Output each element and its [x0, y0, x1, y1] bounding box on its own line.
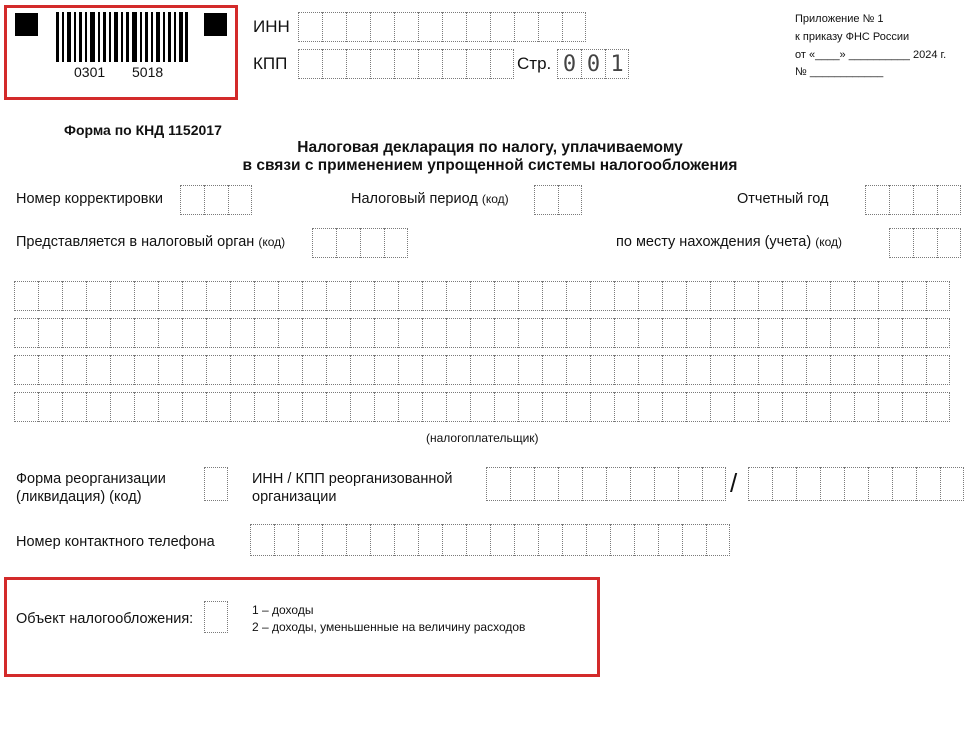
- taxpayer-name-cell[interactable]: [878, 281, 902, 311]
- taxpayer-name-cell[interactable]: [830, 355, 854, 385]
- taxpayer-name-cell[interactable]: [422, 392, 446, 422]
- taxpayer-name-cell[interactable]: [158, 281, 182, 311]
- taxpayer-name-cell[interactable]: [590, 281, 614, 311]
- taxpayer-name-cell[interactable]: [230, 392, 254, 422]
- taxpayer-name-cell[interactable]: [734, 355, 758, 385]
- taxpayer-name-cell[interactable]: [638, 392, 662, 422]
- taxpayer-name-cell[interactable]: [182, 318, 206, 348]
- taxpayer-name-cell[interactable]: [614, 281, 638, 311]
- taxpayer-name-row[interactable]: [14, 281, 950, 311]
- location-label: [616, 233, 842, 251]
- taxpayer-name-cell[interactable]: [398, 281, 422, 311]
- taxpayer-name-cell[interactable]: [38, 355, 62, 385]
- taxpayer-name-cell[interactable]: [902, 281, 926, 311]
- taxpayer-name-cell[interactable]: [926, 355, 950, 385]
- taxpayer-name-cell[interactable]: [62, 281, 86, 311]
- kpp-input[interactable]: [298, 49, 514, 79]
- taxpayer-name-cell[interactable]: [614, 392, 638, 422]
- tax-authority-code-hint: (код): [258, 235, 286, 249]
- taxpayer-name-cell[interactable]: [782, 392, 806, 422]
- taxpayer-name-cell[interactable]: [158, 392, 182, 422]
- taxpayer-name-cell[interactable]: [830, 392, 854, 422]
- taxpayer-name-row[interactable]: [14, 355, 950, 385]
- reorg-inn-label-1: ИНН / КПП реорганизованной: [252, 471, 453, 487]
- taxpayer-name-cell[interactable]: [110, 355, 134, 385]
- taxpayer-name-cell[interactable]: [854, 281, 878, 311]
- tax-period-code-hint: (код): [481, 192, 509, 206]
- reorg-form-label-1: Форма реорганизации: [16, 471, 166, 487]
- taxpayer-name-cell[interactable]: [86, 392, 110, 422]
- taxpayer-name-cell[interactable]: [14, 392, 38, 422]
- taxpayer-name-cell[interactable]: [878, 318, 902, 348]
- taxpayer-name-cell[interactable]: [926, 318, 950, 348]
- taxpayer-name-cell[interactable]: [662, 318, 686, 348]
- taxpayer-name-cell[interactable]: [926, 281, 950, 311]
- taxpayer-name-cell[interactable]: [86, 281, 110, 311]
- taxpayer-name-cell[interactable]: [374, 318, 398, 348]
- tax-period-input[interactable]: [534, 185, 582, 215]
- taxpayer-name-cell[interactable]: [758, 318, 782, 348]
- taxpayer-name-cell[interactable]: [230, 318, 254, 348]
- taxpayer-name-cell[interactable]: [134, 355, 158, 385]
- taxpayer-name-cell[interactable]: [110, 281, 134, 311]
- taxpayer-name-cell[interactable]: [398, 355, 422, 385]
- taxpayer-name-cell[interactable]: [254, 392, 278, 422]
- phone-input[interactable]: [250, 524, 730, 556]
- taxpayer-name-cell[interactable]: [182, 392, 206, 422]
- taxpayer-name-cell[interactable]: [686, 392, 710, 422]
- taxpayer-name-cell[interactable]: [62, 318, 86, 348]
- taxpayer-name-cell[interactable]: [518, 392, 542, 422]
- taxpayer-name-cell[interactable]: [902, 392, 926, 422]
- taxpayer-name-cell[interactable]: [62, 355, 86, 385]
- taxpayer-name-cell[interactable]: [446, 392, 470, 422]
- taxpayer-name-cell[interactable]: [254, 318, 278, 348]
- taxpayer-name-cell[interactable]: [638, 281, 662, 311]
- taxpayer-name-cell[interactable]: [206, 281, 230, 311]
- taxpayer-name-cell[interactable]: [110, 392, 134, 422]
- taxpayer-name-cell[interactable]: [446, 355, 470, 385]
- page-digit: 0: [557, 49, 581, 79]
- taxpayer-name-cell[interactable]: [302, 318, 326, 348]
- taxpayer-name-cell[interactable]: [566, 281, 590, 311]
- taxpayer-name-cell[interactable]: [686, 281, 710, 311]
- taxpayer-name-cell[interactable]: [854, 355, 878, 385]
- taxpayer-name-cell[interactable]: [254, 281, 278, 311]
- taxpayer-name-cell[interactable]: [470, 392, 494, 422]
- tax-object-option-1: 1 – доходы: [252, 603, 314, 617]
- location-text: по месту нахождения (учета): [616, 234, 812, 250]
- taxpayer-name-cell[interactable]: [590, 392, 614, 422]
- taxpayer-name-row[interactable]: [14, 392, 950, 422]
- taxpayer-caption: (налогоплательщик): [426, 431, 539, 445]
- taxpayer-name-cell[interactable]: [518, 318, 542, 348]
- taxpayer-name-cell[interactable]: [302, 355, 326, 385]
- taxpayer-name-cell[interactable]: [686, 318, 710, 348]
- taxpayer-name-cell[interactable]: [230, 355, 254, 385]
- page-digit: 1: [605, 49, 629, 79]
- taxpayer-name-cell[interactable]: [470, 281, 494, 311]
- appendix-line-4: № ____________: [795, 66, 884, 78]
- taxpayer-name-cell[interactable]: [710, 318, 734, 348]
- page-label: Стр.: [517, 54, 552, 73]
- taxpayer-name-cell[interactable]: [278, 318, 302, 348]
- taxpayer-name-cell[interactable]: [134, 318, 158, 348]
- taxpayer-name-cell[interactable]: [254, 355, 278, 385]
- taxpayer-name-cell[interactable]: [782, 318, 806, 348]
- inn-kpp-separator: /: [730, 468, 738, 498]
- taxpayer-name-cell[interactable]: [350, 281, 374, 311]
- taxpayer-name-cell[interactable]: [470, 318, 494, 348]
- reorg-inn-input[interactable]: [486, 467, 726, 501]
- taxpayer-name-cell[interactable]: [494, 281, 518, 311]
- taxpayer-name-cell[interactable]: [398, 392, 422, 422]
- taxpayer-name-cell[interactable]: [206, 355, 230, 385]
- taxpayer-name-cell[interactable]: [542, 318, 566, 348]
- taxpayer-name-cell[interactable]: [326, 281, 350, 311]
- taxpayer-name-cell[interactable]: [782, 281, 806, 311]
- taxpayer-name-cell[interactable]: [854, 392, 878, 422]
- taxpayer-name-cell[interactable]: [734, 318, 758, 348]
- taxpayer-name-cell[interactable]: [374, 392, 398, 422]
- taxpayer-name-cell[interactable]: [374, 355, 398, 385]
- taxpayer-name-cell[interactable]: [758, 392, 782, 422]
- taxpayer-name-cell[interactable]: [854, 318, 878, 348]
- taxpayer-name-cell[interactable]: [566, 392, 590, 422]
- taxpayer-name-cell[interactable]: [494, 392, 518, 422]
- taxpayer-name-cell[interactable]: [806, 392, 830, 422]
- taxpayer-name-cell[interactable]: [14, 318, 38, 348]
- taxpayer-name-cell[interactable]: [662, 392, 686, 422]
- taxpayer-name-cell[interactable]: [422, 355, 446, 385]
- taxpayer-name-cell[interactable]: [878, 355, 902, 385]
- taxpayer-name-cell[interactable]: [542, 355, 566, 385]
- document-title-line-2: в связи с применением упрощенной системы налогообложения: [242, 157, 738, 174]
- taxpayer-name-cell[interactable]: [14, 355, 38, 385]
- taxpayer-name-cell[interactable]: [182, 355, 206, 385]
- taxpayer-name-cell[interactable]: [278, 355, 302, 385]
- taxpayer-name-cell[interactable]: [878, 392, 902, 422]
- taxpayer-name-cell[interactable]: [590, 355, 614, 385]
- reorg-form-input[interactable]: [204, 467, 228, 501]
- taxpayer-name-cell[interactable]: [38, 318, 62, 348]
- taxpayer-name-cell[interactable]: [302, 281, 326, 311]
- taxpayer-name-cell[interactable]: [902, 355, 926, 385]
- appendix-line-3: от «____» __________ 2024 г.: [795, 49, 947, 61]
- taxpayer-name-row[interactable]: [14, 318, 950, 348]
- tax-object-input[interactable]: [204, 601, 228, 633]
- taxpayer-name-cell[interactable]: [758, 355, 782, 385]
- taxpayer-name-cell[interactable]: [158, 318, 182, 348]
- reorg-form-label-2: (ликвидация) (код): [16, 489, 142, 505]
- tax-period-text: Налоговый период: [351, 191, 478, 207]
- taxpayer-name-cell[interactable]: [542, 392, 566, 422]
- taxpayer-name-cell[interactable]: [62, 392, 86, 422]
- correction-number-label: Номер корректировки: [16, 191, 163, 207]
- document-title-line-1: Налоговая декларация по налогу, уплачиваемому: [297, 139, 683, 156]
- taxpayer-name-cell[interactable]: [158, 355, 182, 385]
- taxpayer-name-cell[interactable]: [278, 392, 302, 422]
- taxpayer-name-cell[interactable]: [422, 318, 446, 348]
- taxpayer-name-cell[interactable]: [350, 392, 374, 422]
- corner-marker-left: [15, 13, 38, 36]
- taxpayer-name-cell[interactable]: [326, 355, 350, 385]
- taxpayer-name-cell[interactable]: [14, 281, 38, 311]
- taxpayer-name-cell[interactable]: [350, 355, 374, 385]
- taxpayer-name-cell[interactable]: [38, 281, 62, 311]
- tax-period-label: [351, 190, 509, 208]
- taxpayer-name-cell[interactable]: [422, 281, 446, 311]
- taxpayer-name-cell[interactable]: [86, 318, 110, 348]
- appendix-line-2: к приказу ФНС России: [795, 31, 910, 43]
- tax-object-option-2: 2 – доходы, уменьшенные на величину расходов: [252, 620, 526, 634]
- taxpayer-name-cell[interactable]: [566, 355, 590, 385]
- location-code-hint: (код): [815, 235, 842, 249]
- taxpayer-name-cell[interactable]: [638, 355, 662, 385]
- taxpayer-name-cell[interactable]: [134, 392, 158, 422]
- reorg-inn-label-2: организации: [252, 489, 337, 505]
- taxpayer-name-cell[interactable]: [710, 392, 734, 422]
- taxpayer-name-cell[interactable]: [38, 392, 62, 422]
- appendix-line-1: Приложение № 1: [795, 13, 884, 25]
- taxpayer-name-cell[interactable]: [206, 318, 230, 348]
- taxpayer-name-cell[interactable]: [734, 281, 758, 311]
- taxpayer-name-cell[interactable]: [374, 281, 398, 311]
- taxpayer-name-cell[interactable]: [494, 318, 518, 348]
- taxpayer-name-cell[interactable]: [326, 318, 350, 348]
- taxpayer-name-cell[interactable]: [590, 318, 614, 348]
- corner-marker-right: [204, 13, 227, 36]
- taxpayer-name-cell[interactable]: [758, 281, 782, 311]
- taxpayer-name-cell[interactable]: [494, 355, 518, 385]
- taxpayer-name-cell[interactable]: [518, 355, 542, 385]
- taxpayer-name-cell[interactable]: [710, 355, 734, 385]
- taxpayer-name-cell[interactable]: [830, 318, 854, 348]
- taxpayer-name-cell[interactable]: [206, 392, 230, 422]
- taxpayer-name-cell[interactable]: [806, 281, 830, 311]
- taxpayer-name-cell[interactable]: [230, 281, 254, 311]
- taxpayer-name-cell[interactable]: [134, 281, 158, 311]
- report-year-input[interactable]: [865, 185, 961, 215]
- tax-authority-label: [16, 233, 285, 251]
- taxpayer-name-cell[interactable]: [542, 281, 566, 311]
- phone-label: Номер контактного телефона: [16, 534, 215, 550]
- inn-label: ИНН: [253, 17, 290, 36]
- taxpayer-name-cell[interactable]: [662, 355, 686, 385]
- taxpayer-name-cell[interactable]: [806, 318, 830, 348]
- taxpayer-name-cell[interactable]: [326, 392, 350, 422]
- reorg-kpp-input[interactable]: [748, 467, 964, 501]
- taxpayer-name-cell[interactable]: [302, 392, 326, 422]
- page-digit: 0: [581, 49, 605, 79]
- kpp-label: КПП: [253, 54, 288, 73]
- taxpayer-name-cell[interactable]: [470, 355, 494, 385]
- taxpayer-name-cell[interactable]: [86, 355, 110, 385]
- taxpayer-name-cell[interactable]: [182, 281, 206, 311]
- taxpayer-name-cell[interactable]: [782, 355, 806, 385]
- tax-authority-text: Представляется в налоговый орган: [16, 234, 255, 250]
- taxpayer-name-cell[interactable]: [902, 318, 926, 348]
- page-number-field: [557, 49, 629, 79]
- taxpayer-name-cell[interactable]: [446, 281, 470, 311]
- barcode: [56, 12, 188, 62]
- location-input[interactable]: [889, 228, 961, 258]
- taxpayer-name-cell[interactable]: [686, 355, 710, 385]
- taxpayer-name-cell[interactable]: [926, 392, 950, 422]
- report-year-label: Отчетный год: [737, 191, 829, 207]
- taxpayer-name-cell[interactable]: [446, 318, 470, 348]
- taxpayer-name-cell[interactable]: [710, 281, 734, 311]
- inn-input[interactable]: [298, 12, 586, 42]
- taxpayer-name-cell[interactable]: [278, 281, 302, 311]
- taxpayer-name-cell[interactable]: [518, 281, 542, 311]
- taxpayer-name-cell[interactable]: [830, 281, 854, 311]
- correction-number-input[interactable]: [180, 185, 252, 215]
- barcode-number-right: 5018: [132, 64, 164, 80]
- taxpayer-name-cell[interactable]: [806, 355, 830, 385]
- taxpayer-name-cell[interactable]: [110, 318, 134, 348]
- tax-object-label: Объект налогообложения:: [16, 611, 194, 627]
- tax-authority-input[interactable]: [312, 228, 408, 258]
- barcode-number-left: 0301: [74, 64, 106, 80]
- taxpayer-name-cell[interactable]: [734, 392, 758, 422]
- taxpayer-name-cell[interactable]: [614, 355, 638, 385]
- taxpayer-name-cell[interactable]: [662, 281, 686, 311]
- form-code: Форма по КНД 1152017: [64, 122, 222, 138]
- taxpayer-name-cell[interactable]: [398, 318, 422, 348]
- taxpayer-name-cell[interactable]: [638, 318, 662, 348]
- taxpayer-name-cell[interactable]: [350, 318, 374, 348]
- taxpayer-name-cell[interactable]: [566, 318, 590, 348]
- taxpayer-name-cell[interactable]: [614, 318, 638, 348]
